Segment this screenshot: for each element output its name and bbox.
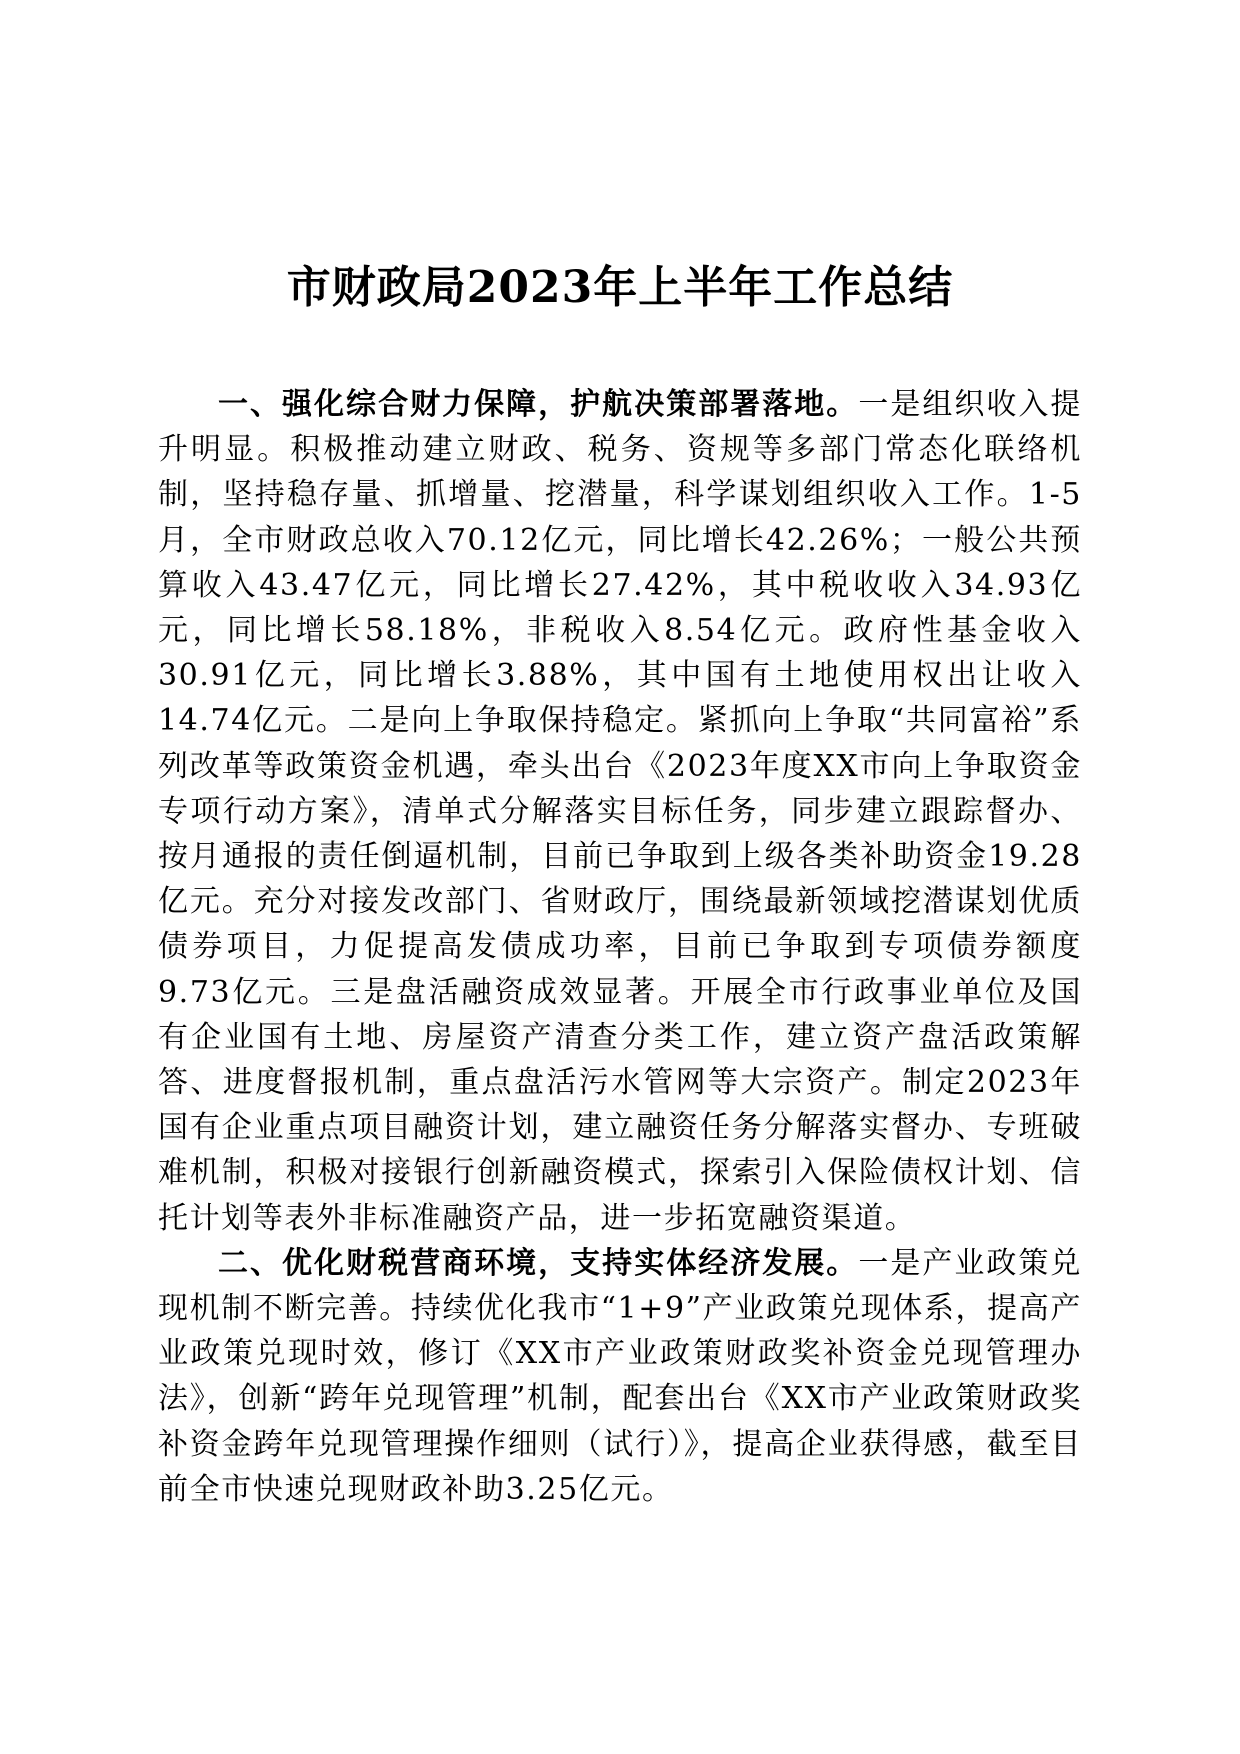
paragraph-1-heading: 一、强化综合财力保障，护航决策部署落地。: [218, 387, 859, 422]
paragraph-2-text: 一是产业政策兑现机制不断完善。持续优化我市“1+9”产业政策兑现体系，提高产业政策兑现时效，修订《XX市产业政策财政奖补资金兑现管理办法》，创新“跨年兑现管理”机制，配套出台《XX市产业政策财政奖补资金跨年兑现管理操作细则（试行）》，提高企业获得感，截至目前全市快速兑现财政补助3.25亿元。: [158, 1245, 1083, 1507]
paragraph-1-text: 一是组织收入提升明显。积极推动建立财政、税务、资规等多部门常态化联络机制，坚持稳存量、抓增量、挖潜量，科学谋划组织收入工作。1-5月，全市财政总收入70.12亿元，同比增长42.26%；一般公共预算收入43.47亿元，同比增长27.42%，其中税收收入34.93亿元，同比增长58.18%，非税收入8.54亿元。政府性基金收入30.91亿元，同比增长3.88%，其中国有土地使用权出让收入14.74亿元。二是向上争取保持稳定。紧抓向上争取“共同富裕”系列改革等政策资金机遇，牵头出台《2023年度XX市向上争取资金专项行动方案》，清单式分解落实目标任务，同步建立跟踪督办、按月通报的责任倒逼机制，目前已争取到上级各类补助资金19.28亿元。充分对接发改部门、省财政厅，围绕最新领域挖潜谋划优质债券项目，力促提高发债成功率，目前已争取到专项债券额度9.73亿元。三是盘活融资成效显著。开展全市行政事业单位及国有企业国有土地、房屋资产清查分类工作，建立资产盘活政策解答、进度督报机制，重点盘活污水管网等大宗资产。制定2023年国有企业重点项目融资计划，建立融资任务分解落实督办、专班破难机制，积极对接银行创新融资模式，探索引入保险债权计划、信托计划等表外非标准融资产品，进一步拓宽融资渠道。: [158, 387, 1083, 1236]
paragraph-1: [158, 382, 1082, 1241]
document-body: [158, 382, 1082, 1512]
paragraph-2: [158, 1241, 1082, 1512]
document-title: 市财政局2023年上半年工作总结: [286, 262, 954, 313]
paragraph-2-heading: 二、优化财税营商环境，支持实体经济发展。: [218, 1245, 859, 1281]
